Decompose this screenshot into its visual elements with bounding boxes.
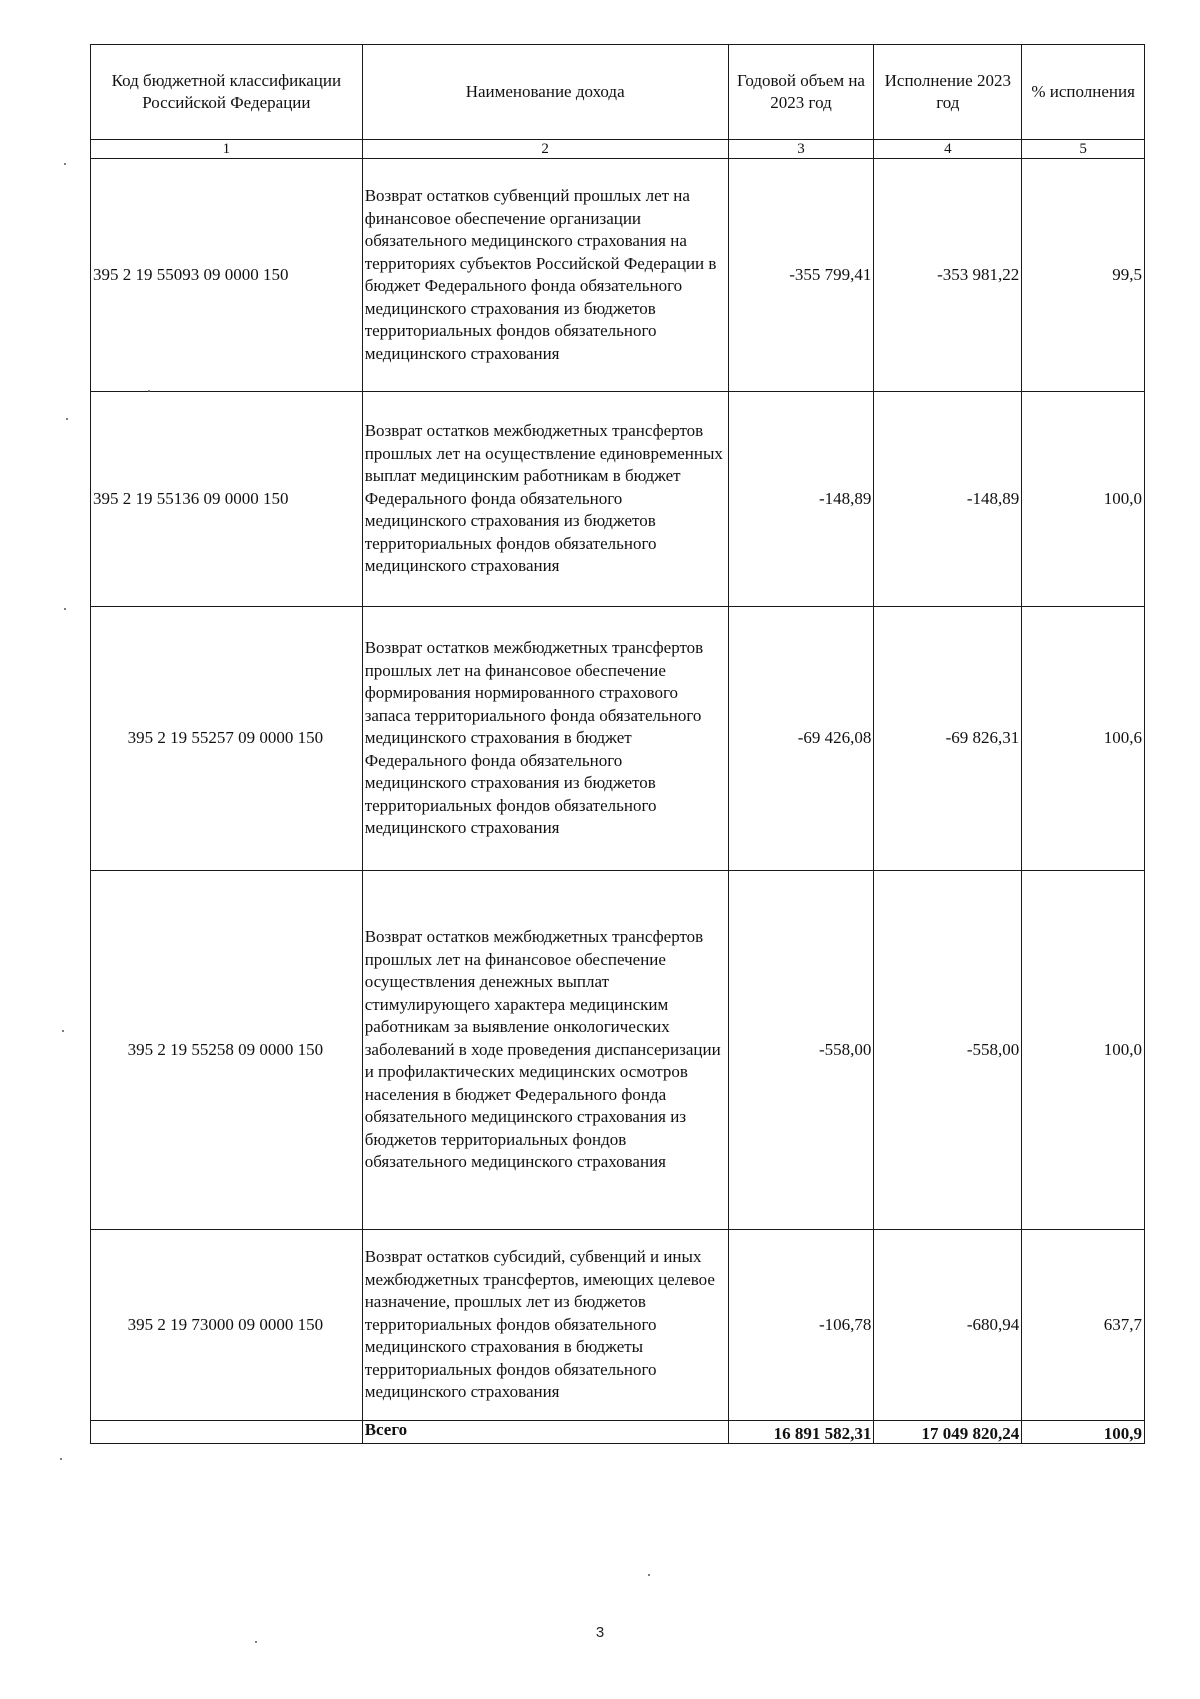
plan-value: -69 426,08 xyxy=(728,607,874,871)
percent-value: 100,6 xyxy=(1022,607,1145,871)
execution-value: -680,94 xyxy=(874,1230,1022,1421)
table-row xyxy=(91,1230,1145,1421)
scan-speck xyxy=(255,1641,257,1643)
scan-speck xyxy=(64,163,66,165)
table-row xyxy=(91,871,1145,1230)
percent-value: 100,0 xyxy=(1022,871,1145,1230)
budget-code: 395 2 19 55257 09 0000 150 xyxy=(91,607,363,871)
header-execution: Исполнение 2023 год xyxy=(874,45,1022,140)
column-number: 2 xyxy=(362,140,728,159)
revenue-name-text: Возврат остатков межбюджетных трансфертов прошлых лет на финансовое обеспечение формирования нормированного страхового запаса территориального фонда обязательного медицинского страхования в бюджет Федерального фонда обязательного медицинского страхования из бюджетов территориальных фондов обязательного медицинского страхования xyxy=(364,638,704,838)
revenue-name xyxy=(362,392,728,607)
revenue-name xyxy=(362,1230,728,1421)
column-number-row xyxy=(91,140,1145,159)
page-number: 3 xyxy=(595,1624,605,1641)
table-row xyxy=(91,607,1145,871)
total-plan-value: 16 891 582,31 xyxy=(728,1421,874,1444)
scan-speck xyxy=(648,1574,650,1576)
revenue-name xyxy=(362,159,728,392)
header-plan: Годовой объем на 2023 год xyxy=(728,45,874,140)
revenue-table xyxy=(90,44,1145,1444)
revenue-name xyxy=(362,871,728,1230)
budget-code: 395 2 19 55136 09 0000 150 xyxy=(91,392,363,607)
plan-value: -148,89 xyxy=(728,392,874,607)
total-percent-value: 100,9 xyxy=(1022,1421,1145,1444)
table-row xyxy=(91,159,1145,392)
table-row xyxy=(91,392,1145,607)
header-name: Наименование дохода xyxy=(362,45,728,140)
revenue-name-text: Возврат остатков субвенций прошлых лет на финансовое обеспечение организации обязательного медицинского страхования на территориях субъектов Российской Федерации в бюджет Федерального фонда обязательного медицинского страхования из бюджетов территориальных фондов обязательного медицинского страхования xyxy=(364,186,717,363)
revenue-name-text: Возврат остатков субсидий, субвенций и иных межбюджетных трансфертов, имеющих целевое назначение, прошлых лет из бюджетов территориальных фондов обязательного медицинского страхования в бюджеты территориальных фондов обязательного медицинского страхования xyxy=(364,1247,715,1402)
scan-speck xyxy=(66,418,68,420)
header-percent: % исполнения xyxy=(1022,45,1145,140)
revenue-name-text: Возврат остатков межбюджетных трансфертов прошлых лет на финансовое обеспечение осуществления денежных выплат стимулирующего характера медицинским работникам за выявление онкологических заболеваний в ходе проведения диспансеризации и профилактических медицинских осмотров населения в бюджет Федерального фонда обязательного медицинского страхования из бюджетов территориальных фондов обязательного медицинского страхования xyxy=(364,927,721,1172)
scan-speck xyxy=(148,390,150,392)
budget-code: 395 2 19 55258 09 0000 150 xyxy=(91,871,363,1230)
plan-value: -355 799,41 xyxy=(728,159,874,392)
percent-value: 100,0 xyxy=(1022,392,1145,607)
column-number: 5 xyxy=(1022,140,1145,159)
scan-speck xyxy=(64,608,66,610)
plan-value: -106,78 xyxy=(728,1230,874,1421)
budget-code: 395 2 19 55093 09 0000 150 xyxy=(91,159,363,392)
column-number: 3 xyxy=(728,140,874,159)
plan-value: -558,00 xyxy=(728,871,874,1230)
scan-speck xyxy=(60,1458,62,1460)
revenue-name xyxy=(362,607,728,871)
execution-value: -558,00 xyxy=(874,871,1022,1230)
total-label: Всего xyxy=(362,1421,728,1444)
column-number: 4 xyxy=(874,140,1022,159)
total-row xyxy=(91,1421,1145,1444)
execution-value: -353 981,22 xyxy=(874,159,1022,392)
budget-code: 395 2 19 73000 09 0000 150 xyxy=(91,1230,363,1421)
total-execution-value: 17 049 820,24 xyxy=(874,1421,1022,1444)
column-number: 1 xyxy=(91,140,363,159)
percent-value: 637,7 xyxy=(1022,1230,1145,1421)
scan-speck xyxy=(62,1030,64,1032)
header-code: Код бюджетной классификации Российской Федерации xyxy=(91,45,363,140)
revenue-name-text: Возврат остатков межбюджетных трансфертов прошлых лет на осуществление единовременных выплат медицинским работникам в бюджет Федерального фонда обязательного медицинского страхования из бюджетов территориальных фондов обязательного медицинского страхования xyxy=(364,421,723,576)
total-empty-cell xyxy=(91,1421,363,1444)
execution-value: -148,89 xyxy=(874,392,1022,607)
execution-value: -69 826,31 xyxy=(874,607,1022,871)
percent-value: 99,5 xyxy=(1022,159,1145,392)
table-header-row xyxy=(91,45,1145,140)
